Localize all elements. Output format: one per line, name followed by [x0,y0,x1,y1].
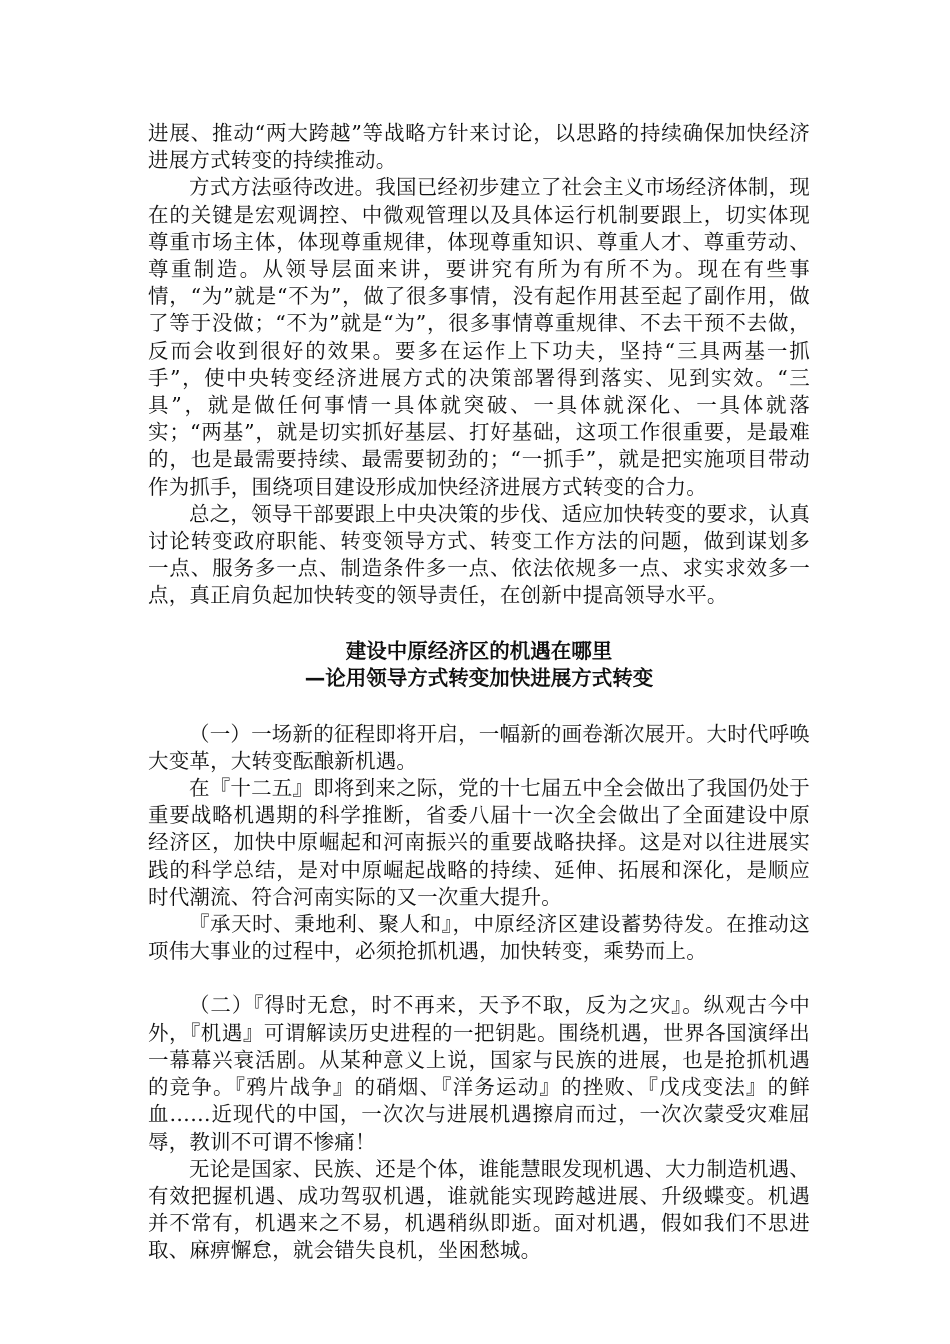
article-heading [148,638,810,693]
paragraph-continuation: 进展、推动“两大跨越”等战略方针来讨论，以思路的持续确保加快经济进展方式转变的持续推动。 [148,121,810,173]
paragraph-twelfth-five: 在『十二五』即将到来之际，党的十七届五中全会做出了我国仍处于重要战略机遇期的科学推断，省委八届十一次全会做出了全面建设中原经济区，加快中原崛起和河南振兴的重要战略抉择。这是对以往进展实践的科学总结，是对中原崛起战略的持续、延伸、拓展和深化，是顺应时代潮流、符合河南实际的又一次重大提升。 [148,776,810,909]
paragraph-methods: 方式方法亟待改进。我国已经初步建立了社会主义市场经济体制，现在的关键是宏观调控、中微观管理以及具体运行机制要跟上，切实体现尊重市场主体，体现尊重规律，体现尊重知识、尊重人才、尊重劳动、尊重制造。从领导层面来讲，要讲究有所为有所不为。现在有些事情，“为”就是“不为”，做了很多事情，没有起作用甚至起了副作用，做了等于没做；“不为”就是“为”，很多事情尊重规律、不去干预不去做，反而会收到很好的效果。要多在运作上下功夫，坚持“三具两基一抓手”，使中央转变经济进展方式的决策部署得到落实、见到实效。“三具”，就是做任何事情一具体就突破、一具体就深化、一具体就落实；“两基”，就是切实抓好基层、打好基础，这项工作很重要，是最难的，也是最需要持续、最需要韧劲的；“一抓手”，就是把实施项目带动作为抓手，围绕项目建设形成加快经济进展方式转变的合力。 [148,175,810,499]
paragraph-section-two: （二）『得时无怠，时不再来，天予不取，反为之灾』。纵观古今中外，『机遇』可谓解读历史进程的一把钥匙。围绕机遇，世界各国演绎出一幕幕兴衰活剧。从某种意义上说，国家与民族的进展，也是抢抓机遇的竞争。『鸦片战争』的硝烟、『洋务运动』的挫败、『戊戌变法』的鲜血……近现代的中国，一次次与进展机遇擦肩而过，一次次蒙受灾难屈辱，教训不可谓不惨痛！ [148,993,810,1154]
article-title: 建设中原经济区的机遇在哪里 [345,638,613,663]
paragraph-heaven-earth: 『承天时、秉地利、聚人和』，中原经济区建设蓄势待发。在推动这项伟大事业的过程中，必须抢抓机遇，加快转变，乘势而上。 [148,912,810,964]
paragraph-section-one: （一）一场新的征程即将开启，一幅新的画卷渐次展开。大时代呼唤大变革，大转变酝酿新机遇。 [148,721,810,773]
article-subtitle: —论用领导方式转变加快进展方式转变 [304,666,654,691]
document-page [148,120,810,1265]
paragraph-conclusion: 总之，领导干部要跟上中央决策的步伐、适应加快转变的要求，认真讨论转变政府职能、转变领导方式、转变工作方法的问题，做到谋划多一点、服务多一点、制造条件多一点、依法依规多一点、求实求效多一点，真正肩负起加快转变的领导责任，在创新中提高领导水平。 [148,501,810,608]
paragraph-opportunity: 无论是国家、民族、还是个体，谁能慧眼发现机遇、大力制造机遇、有效把握机遇、成功驾驭机遇，谁就能实现跨越进展、升级蝶变。机遇并不常有，机遇来之不易，机遇稍纵即逝。面对机遇，假如我们不思进取、麻痹懈怠，就会错失良机，坐困愁城。 [148,1156,810,1263]
section-gap [148,965,810,992]
